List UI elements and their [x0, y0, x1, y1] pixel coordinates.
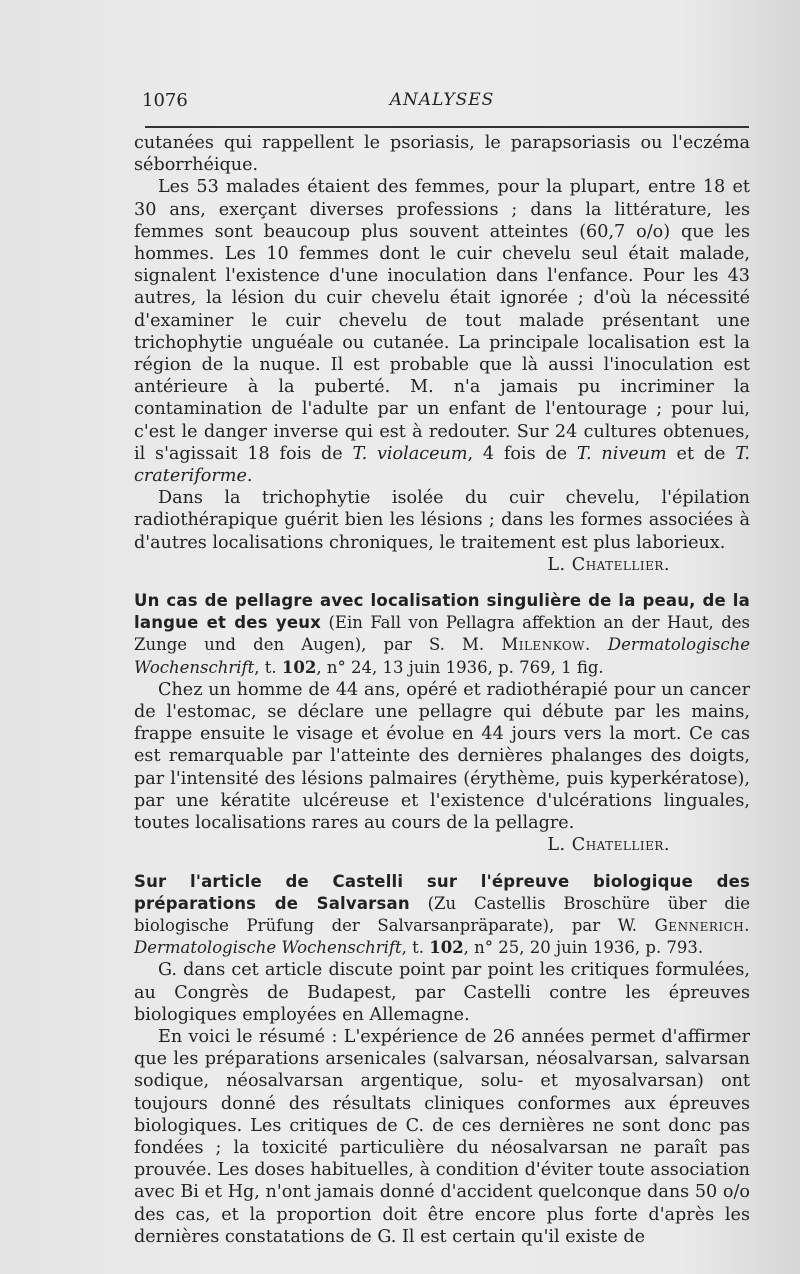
author: Milenkow.: [501, 635, 591, 655]
original-title: (Zu Castellis Broschüre über die biologische Prüfung der Salvarsanpräparate), par W.: [134, 893, 750, 935]
species-niveum: T. niveum: [576, 443, 667, 464]
article-salvarsan: [134, 871, 750, 1248]
article-title: Sur l'article de Castelli sur l'épreuve biologique des préparations de Salvarsan: [134, 871, 750, 913]
journal: Dermatologische Wochenschrift: [134, 938, 402, 958]
continuation-paragraph-3: Dans la trichophytie isolée du cuir chevelu, l'épilation radiothérapique guérit bien les lésions ; dans les formes associées à d'autres localisations chroniques, le traitement est plus laborieux. L. Chatellier.: [134, 488, 750, 575]
species-crateriforme: T. crateriforme: [134, 443, 750, 487]
article-paragraph: G. dans cet article discute point par point les critiques formulées, au Congrès de Budapest, par Castelli contre les épreuves biologiques employées en Allemagne.: [134, 960, 750, 1025]
running-title: ANALYSES: [389, 90, 495, 110]
author: Gennerich.: [654, 915, 750, 935]
original-title: (Ein Fall von Pellagra affektion an der Haut, des Zunge und den Augen), par S. M.: [134, 613, 750, 655]
header-rule: [145, 126, 749, 128]
continuation-paragraph-2: Les 53 malades étaient des femmes, pour la plupart, entre 18 et 30 ans, exerçant diverses professions ; dans la littérature, les femmes sont beaucoup plus souvent atteintes (60,7 o/o) que les hommes. Les 10 femmes dont le cuir chevelu seul était malade, signalent l'existence d'une inoculation dans l'enfance. Pour les 43 autres, la lésion du cuir chevelu était ignorée ; d'où la nécessité d'examiner le cuir chevelu de tout malade présentant une trichophytie unguéale ou cutanée. La principale localisation est la région de la nuque. Il est probable que là aussi l'inoculation est antérieure à la puberté. M. n'a jamais pu incriminer la contamination de l'adulte par un enfant de l'entourage ; pour lui, c'est le danger inverse qui est à redouter. Sur 24 cultures obtenues, il s'agissait 18 fois de T. violaceum, 4 fois de T. niveum et de T. crateriforme.: [134, 177, 750, 487]
continuation-paragraph: cutanées qui rappellent le psoriasis, le parapsoriasis ou l'eczéma séborrhéique.: [134, 133, 750, 176]
article-title: Un cas de pellagre avec localisation singulière de la peau, de la langue et des yeux: [134, 591, 750, 633]
page-header: [142, 90, 748, 114]
volume: 102: [281, 657, 317, 677]
article-paragraph: Chez un homme de 44 ans, opéré et radiothérapié pour un cancer de l'estomac, se déclare une pellagre qui débute par les mains, frappe ensuite le visage et évolue en 44 jours vers la mort. Ce cas est remarquable par l'atteinte des dernières phalanges des doigts, par l'intensité des lésions palmaires (érythème, puis kyperkératose), par une kératite ulcéreuse et l'existence d'ulcérations linguales, toutes localisations rares au cours de la pellagre. L. Chatellier.: [134, 679, 750, 856]
species-violaceum: T. violaceum: [352, 443, 468, 464]
page-number: 1076: [142, 90, 188, 111]
signature: L. Chatellier.: [547, 554, 670, 575]
article-heading: Sur l'article de Castelli sur l'épreuve biologique des préparations de Salvarsan (Zu Castellis Broschüre über die biologische Prüfung der Salvarsanpräparate), par W. Gennerich. Dermatologische Wochenschrift, t. 102, n° 25, 20 juin 1936, p. 793.: [134, 871, 750, 958]
signature: L. Chatellier.: [547, 835, 670, 856]
journal: Dermatologische Wochenschrift: [134, 635, 750, 677]
article-heading: Un cas de pellagre avec localisation singulière de la peau, de la langue et des yeux (Ein Fall von Pellagra affektion an der Haut, des Zunge und den Augen), par S. M. Milenkow. Dermatologische Wochenschrift, t. 102, n° 24, 13 juin 1936, p. 769, 1 fig.: [134, 591, 750, 677]
article-paragraph-2: En voici le résumé : L'expérience de 26 années permet d'affirmer que les préparations arsenicales (salvarsan, néosalvarsan, salvarsan sodique, néosalvarsan argentique, solu- et myosalvarsan) ont toujours donné des résultats cliniques conformes aux épreuves biologiques. Les critiques de C. de ces dernières ne sont donc pas fondées ; la toxicité particulière du néosalvarsan ne paraît pas prouvée. Les doses habituelles, à condition d'éviter toute association avec Bi et Hg, n'ont jamais donné d'accident quelconque dans 50 o/o des cas, et la proportion doit être encore plus forte d'après les dernières constatations de G. Il est certain qu'il existe de: [134, 1026, 750, 1247]
article-pellagre: [134, 590, 750, 856]
volume: 102: [429, 938, 464, 958]
body-text: [134, 132, 750, 1248]
